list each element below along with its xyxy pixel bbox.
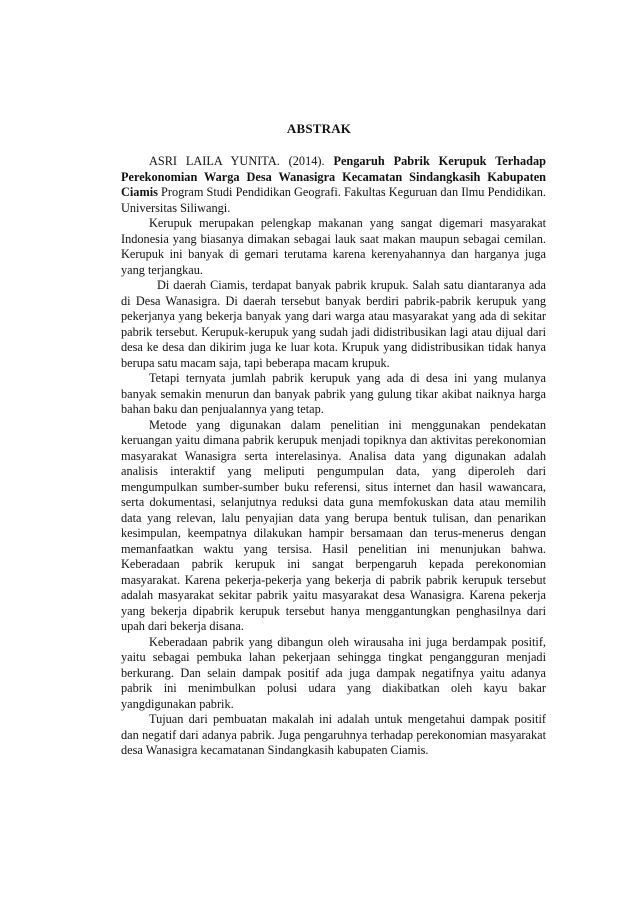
citation-affiliation: Program Studi Pendidikan Geografi. Fakultas Keguruan dan Ilmu Pendidikan. Universitas Siliwangi. [121,185,546,215]
abstract-title: ABSTRAK [286,121,352,136]
body-paragraph: Keberadaan pabrik yang dibangun oleh wirausaha ini juga berdampak positif, yaitu sebagai pembuka lahan pekerjaan sehingga tingkat pengangguran menjadi berkurang. Dan selain dampak positif ada juga dampak negatifnya yaitu adanya pabrik ini menimbulkan polusi udara yang diakibatkan oleh kayu bakar yangdigunakan pabrik. [121,634,546,711]
citation-paragraph [121,154,546,216]
body-paragraph: Di daerah Ciamis, terdapat banyak pabrik krupuk. Salah satu diantaranya ada di Desa Wanasigra. Di daerah tersebut banyak berdiri pabrik-pabrik kerupuk yang pekerjanya yang bekerja banyak yang dari warga atau masyarakat yang ada di sekitar pabrik tersebut. Kerupuk-kerupuk yang sudah jadi didistribusikan lagi atau dijual dari desa ke desa dan dikirim juga ke luar kota. Krupuk yang didistribusikan tidak hanya berupa satu macam saja, tapi beberapa macam krupuk. [121,278,546,370]
body-paragraph: Kerupuk merupakan pelengkap makanan yang sangat digemari masyarakat Indonesia yang biasanya dimakan sebagai lauk saat makan maupun sebagai cemilan. Kerupuk ini banyak di gemari terutama karena kerenyahannya dan harganya juga yang terjangkau. [121,216,546,277]
citation-author-year: ASRI LAILA YUNITA. (2014). [149,154,334,168]
citation-thesis-title: Pengaruh Pabrik Kerupuk Terhadap Perekonomian Warga Desa Wanasigra Kecamatan Sindangkasih Kabupaten Ciamis [121,154,547,199]
body-paragraph: Tetapi ternyata jumlah pabrik kerupuk yang ada di desa ini yang mulanya banyak semakin menurun dan banyak pabrik yang gulung tikar akibat naiknya harga bahan baku dan penjualannya yang tetap. [121,371,546,416]
body-paragraph: Tujuan dari pembuatan makalah ini adalah untuk mengetahui dampak positif dan negatif dari adanya pabrik. Juga pengaruhnya terhadap perekonomian masyarakat desa Wanasigra kecamatanan Sindangkasih kabupaten Ciamis. [121,712,546,757]
abstract-body [121,154,546,759]
body-paragraph: Metode yang digunakan dalam penelitian ini menggunakan pendekatan keruangan yaitu dimana pabrik kerupuk menjadi topiknya dan aktivitas perekonomian masyarakat Wanasigra serta interelasinya. Analisa data yang digunakan adalah analisis interaktif yang meliputi pengumpulan data, yang diperoleh dari mengumpulkan sumber-sumber buku referensi, situs internet dan hasil wawancara, serta dokumentasi, selanjutnya reduksi data guna memfokuskan data atau memilih data yang relevan, lalu penyajian data yang berupa bentuk tulisan, dan penarikan kesimpulan, keempatnya dilakukan hampir bersamaan dan terus-menerus dengan memanfaatkan waktu yang tersisa. Hasil penelitian ini menunjukan bahwa. Keberadaan pabrik kerupuk ini sangat berpengaruh kepada perekonomian masyarakat. Karena pekerja-pekerja yang bekerja di pabrik pabrik kerupuk tersebut adalah masyarakat sekitar pabrik yaitu masyarakat desa Wanasigra. Karena pekerja yang bekerja dipabrik kerupuk tersebut hanya menggantungkan penghasilnya dari upah dari bekerja disana. [121,417,546,633]
